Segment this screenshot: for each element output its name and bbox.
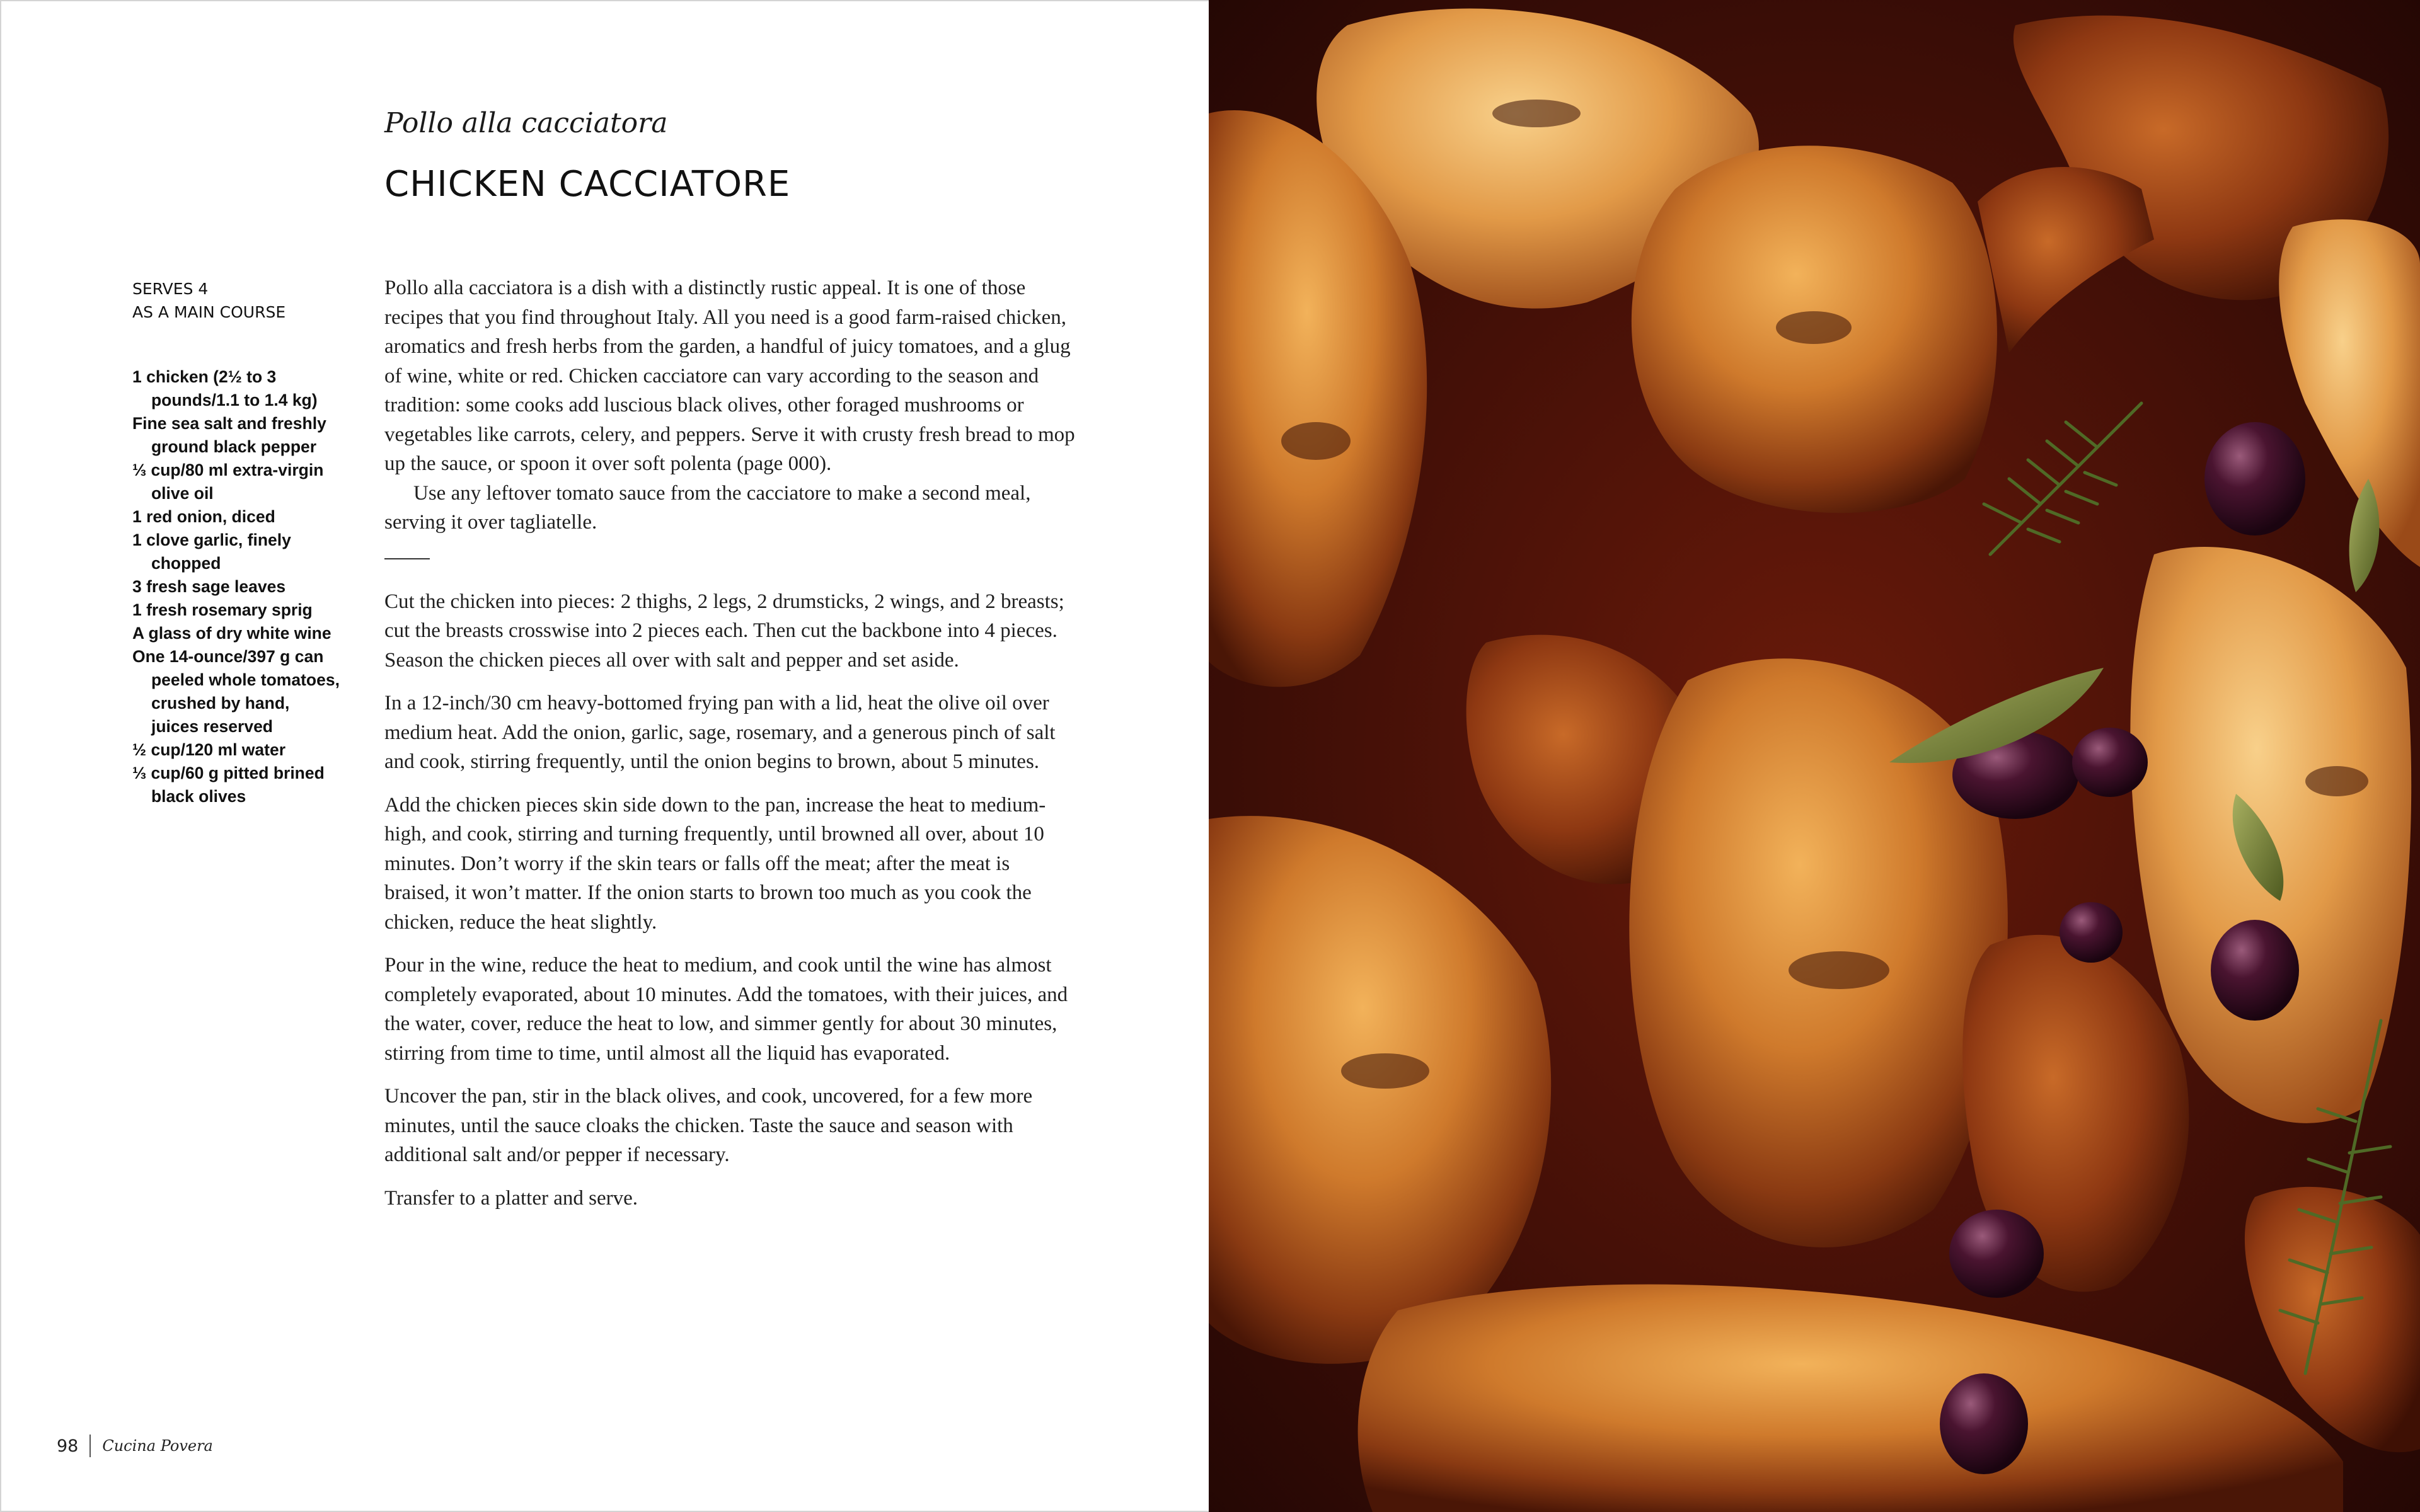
recipe-title: CHICKEN CACCIATORE bbox=[384, 164, 791, 205]
left-page bbox=[0, 0, 1209, 1512]
method-step: Cut the chicken into pieces: 2 thighs, 2 legs, 2 drumsticks, 2 wings, and 2 breasts; cut the breasts crosswise into 2 pieces each. Then cut the backbone into 4 pieces. Season the chicken pieces all over with salt and pepper and set aside. bbox=[384, 590, 1064, 672]
serves-count: SERVES 4 bbox=[132, 280, 209, 298]
ingredient-list bbox=[132, 365, 340, 808]
recipe-title-italian: Pollo alla cacciatora bbox=[384, 107, 668, 139]
page-number: 98 bbox=[57, 1436, 79, 1456]
ingredient-item: ⅓ cup/60 g pitted brined black olives bbox=[132, 764, 325, 806]
chicken-cacciatore-photo bbox=[1209, 0, 2420, 1512]
ingredient-item: 1 red onion, diced bbox=[132, 507, 275, 526]
section-divider bbox=[384, 558, 430, 559]
ingredient-item: Fine sea salt and freshly ground black pepper bbox=[132, 414, 326, 456]
ingredient-item: 1 clove garlic, finely chopped bbox=[132, 530, 291, 573]
method-step: Transfer to a platter and serve. bbox=[384, 1186, 638, 1210]
intro-paragraph: Pollo alla cacciatora is a dish with a distinctly rustic appeal. It is one of those recipes that you find throughout Italy. All you need is a good farm-raised chicken, aromatics and fresh herbs from the garden, a handful of juicy tomatoes, and a glug of wine, white or red. Chicken cacciatore can vary according to the season and tradition: some cooks add luscious black olives, other foraged mushrooms or vegetables like carrots, celery, and peppers. Serve it with crusty fresh bread to mop up the sauce, or spoon it over soft polenta (page 000). bbox=[384, 277, 1075, 475]
ingredient-item: ⅓ cup/80 ml extra-virgin olive oil bbox=[132, 461, 324, 503]
right-page bbox=[1209, 0, 2420, 1512]
ingredient-item: 3 fresh sage leaves bbox=[132, 577, 286, 596]
book-title: Cucina Povera bbox=[102, 1437, 213, 1455]
intro-paragraph: Use any leftover tomato sauce from the cacciatore to make a second meal, serving it over tagliatelle. bbox=[384, 481, 1031, 534]
method-step: Pour in the wine, reduce the heat to medium, and cook until the wine has almost completely evaporated, about 10 minutes. Add the tomatoes, with their juices, and the water, cover, reduce the heat to low, and simmer gently for about 30 minutes, stirring from time to time, until almost all the liquid has evaporated. bbox=[384, 954, 1068, 1065]
recipe-body bbox=[384, 273, 1078, 1227]
method-step: Uncover the pan, stir in the black olives, and cook, uncovered, for a few more minutes, until the sauce cloaks the chicken. Taste the sauce and season with additional salt and/or pepper if necessary. bbox=[384, 1085, 1033, 1166]
ingredient-item: One 14-ounce/397 g can peeled whole tomatoes, crushed by hand, juices reserved bbox=[132, 647, 340, 736]
ingredient-item: A glass of dry white wine bbox=[132, 624, 331, 643]
serves-course: AS A MAIN COURSE bbox=[132, 303, 286, 321]
method-step: In a 12-inch/30 cm heavy-bottomed frying pan with a lid, heat the olive oil over medium heat. Add the onion, garlic, sage, rosemary, and a generous pinch of salt and cook, stirring frequently, until the onion begins to brown, about 5 minutes. bbox=[384, 692, 1056, 773]
page-footer bbox=[57, 1435, 213, 1457]
ingredient-item: 1 fresh rosemary sprig bbox=[132, 600, 313, 619]
method-step: Add the chicken pieces skin side down to the pan, increase the heat to medium-high, and cook, stirring and turning frequently, until browned all over, about 10 minutes. Don’t worry if the skin tears or falls off the meat; after the meat is braised, it won’t matter. If the onion starts to brown too much as you cook the chicken, reduce the heat slightly. bbox=[384, 793, 1046, 934]
serves-info bbox=[132, 277, 340, 324]
ingredient-item: ½ cup/120 ml water bbox=[132, 740, 286, 759]
footer-divider bbox=[89, 1435, 91, 1457]
ingredient-item: 1 chicken (2½ to 3 pounds/1.1 to 1.4 kg) bbox=[132, 367, 318, 410]
